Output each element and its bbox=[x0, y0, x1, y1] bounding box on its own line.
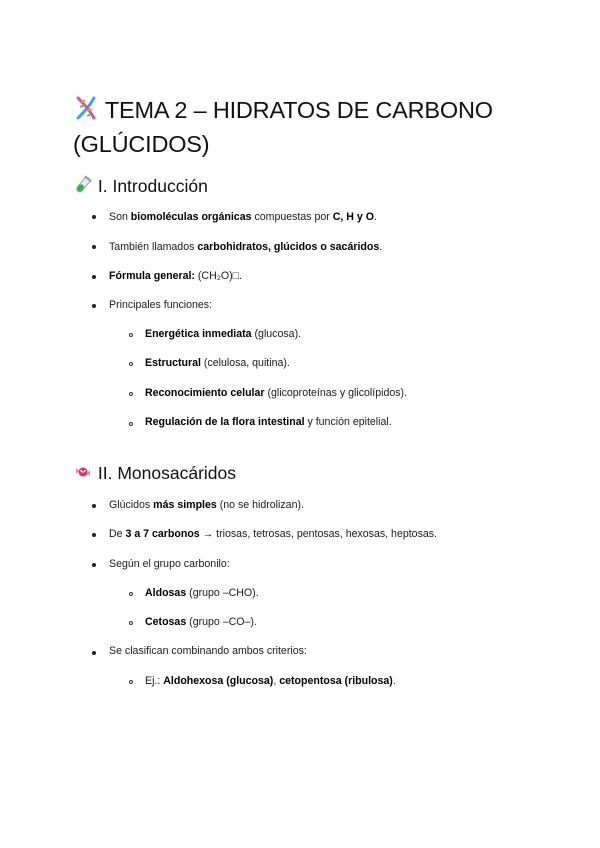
bullet bbox=[92, 215, 96, 219]
list-item: También llamados carbohidratos, glúcidos o sacáridos. bbox=[109, 241, 383, 253]
section-heading-monosacaridos bbox=[73, 462, 236, 487]
list-item: Ej.: Aldohexosa (glucosa), cetopentosa (ribulosa). bbox=[145, 675, 396, 687]
page-title-text: TEMA 2 – HIDRATOS DE CARBONO (GLÚCIDOS) bbox=[73, 97, 493, 157]
list-item: Reconocimiento celular (glicoproteínas y glicolípidos). bbox=[145, 387, 408, 399]
list-item: Fórmula general: (CH₂O)□. bbox=[109, 270, 242, 282]
list-item: Principales funciones: bbox=[109, 299, 213, 311]
bullet bbox=[92, 563, 96, 567]
test-tube-icon bbox=[73, 175, 93, 200]
list-item: Aldosas (grupo –CHO). bbox=[145, 587, 259, 599]
section-heading-introduccion bbox=[73, 175, 208, 200]
list-item: De 3 a 7 carbonos → triosas, tetrosas, pentosas, hexosas, heptosas. bbox=[109, 528, 437, 540]
bullet bbox=[92, 245, 96, 249]
sub-bullet bbox=[129, 333, 133, 337]
bullet bbox=[92, 533, 96, 537]
list-item: Se clasifican combinando ambos criterios: bbox=[109, 645, 307, 657]
bullet bbox=[92, 304, 96, 308]
section-heading-text: II. Monosacáridos bbox=[97, 463, 236, 484]
bullet bbox=[92, 651, 96, 655]
bullet bbox=[92, 504, 96, 508]
list-item: Regulación de la flora intestinal y función epitelial. bbox=[145, 416, 392, 428]
sub-bullet bbox=[129, 362, 133, 366]
sub-bullet bbox=[129, 392, 133, 396]
list-item: Estructural (celulosa, quitina). bbox=[145, 357, 290, 369]
list-item: Son biomoléculas orgánicas compuestas por C, H y O. bbox=[109, 211, 377, 223]
sub-bullet bbox=[129, 422, 133, 426]
list-item: Cetosas (grupo –CO–). bbox=[145, 616, 257, 628]
candy-icon bbox=[73, 462, 93, 487]
section-heading-text: I. Introducción bbox=[97, 176, 208, 197]
bullet bbox=[92, 275, 96, 279]
page-title bbox=[73, 95, 543, 160]
list-item: Glúcidos más simples (no se hidrolizan). bbox=[109, 499, 304, 511]
dna-icon bbox=[73, 95, 99, 129]
list-item: Según el grupo carbonilo: bbox=[109, 558, 230, 570]
list-item: Energética inmediata (glucosa). bbox=[145, 328, 302, 340]
sub-bullet bbox=[129, 680, 133, 684]
sub-bullet bbox=[129, 621, 133, 625]
sub-bullet bbox=[129, 592, 133, 596]
